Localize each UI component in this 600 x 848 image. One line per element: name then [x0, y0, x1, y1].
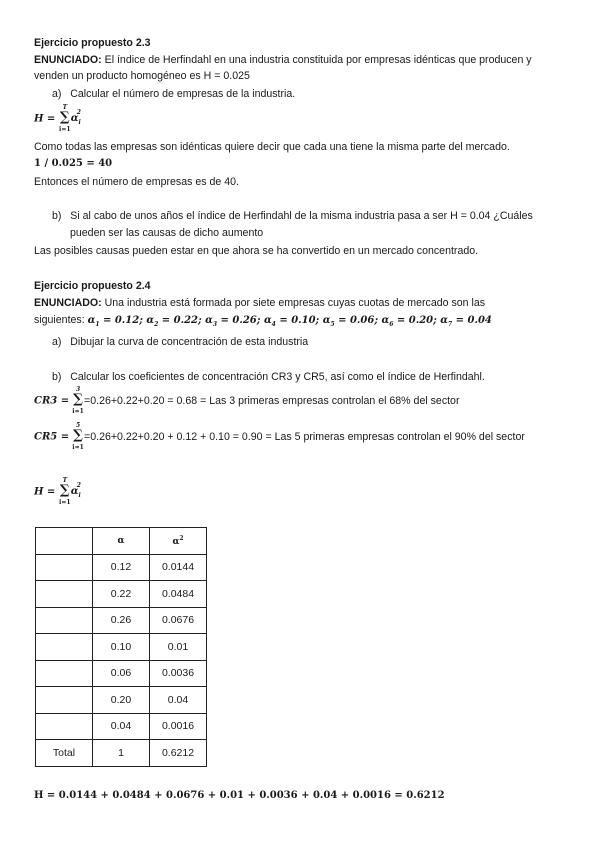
alpha-symbol: α: [172, 536, 180, 547]
table-cell: [36, 660, 93, 687]
ex24-a-text: Dibujar la curva de concentración de esta industria: [70, 336, 309, 348]
ex24-a-marker: a): [52, 336, 62, 348]
ex23-a-marker: a): [52, 88, 62, 100]
separator: ;: [256, 315, 264, 326]
ex24-enunciado: [34, 296, 485, 310]
ex23-paragraph-3: Las posibles causas pueden estar en que ahora se ha convertido en un mercado concentrado.: [34, 245, 479, 257]
table-cell: 0.26: [93, 607, 150, 634]
ex24-enunciado-label: ENUNCIADO:: [34, 297, 102, 309]
ex23-enunciado-line1: El índice de Herfindahl en una industria constituida por empresas idénticas que producen y: [101, 54, 532, 66]
alpha-sub: i: [78, 492, 81, 500]
share-value: 0.20: [408, 315, 434, 326]
ex23-title: Ejercicio propuesto 2.3: [34, 37, 151, 49]
table-row: [36, 660, 207, 687]
market-shares-list: [88, 315, 492, 326]
market-share-item: [264, 315, 323, 326]
table-cell: 0.01: [150, 634, 207, 661]
sum-top: T: [62, 104, 68, 111]
table-row: [36, 607, 207, 634]
table-row: [36, 581, 207, 608]
sigma-icon: ∑: [59, 483, 70, 498]
alpha-symbol: α: [440, 315, 448, 326]
cr5-sum-top: 5: [75, 422, 81, 429]
cr3-rhs: =0.26+0.22+0.20 = 0.68 = Las 3 primeras empresas controlan el 68% del sector: [84, 395, 460, 407]
share-value: 0.12: [114, 315, 140, 326]
table-cell: 0.06: [93, 660, 150, 687]
ex24-h-lhs: H =: [34, 486, 56, 498]
alpha-symbol: α: [87, 315, 96, 326]
cr5-formula: [34, 422, 525, 452]
market-share-item: [440, 315, 492, 326]
alpha-symbol: α: [70, 113, 79, 125]
equals-sign: =: [334, 315, 350, 326]
ex24-enunciado-line1: Una industria está formada por siete empresas cuyas cuotas de mercado son las: [101, 297, 486, 309]
table-cell: 1: [93, 740, 150, 767]
ex23-b-line2: pueden ser las causas de dicho aumento: [70, 227, 264, 239]
share-index: 3: [212, 321, 218, 328]
table-row: [36, 687, 207, 714]
alpha-symbol: α: [263, 315, 272, 326]
table-cell: [36, 607, 93, 634]
table-header-cell: [150, 528, 207, 555]
table-cell: 0.12: [93, 554, 150, 581]
separator: ;: [139, 315, 147, 326]
cr5-sum: [72, 422, 84, 452]
ex23-a-text: Calcular el número de empresas de la industria.: [70, 88, 296, 100]
table-cell: 0.6212: [150, 740, 207, 767]
share-value: 0.26: [232, 315, 257, 326]
share-index: 4: [271, 321, 276, 328]
alpha-symbol: α: [322, 315, 331, 326]
table-cell: [36, 554, 93, 581]
ex23-calculation: 1 / 0.025 = 40: [34, 158, 113, 169]
share-value: 0.10: [291, 315, 316, 326]
ex24-title: Ejercicio propuesto 2.4: [34, 280, 151, 292]
table-header-cell: α: [93, 528, 150, 555]
table-header-row: [36, 528, 207, 555]
share-value: 0.22: [173, 315, 198, 326]
ex23-item-b: [52, 209, 533, 223]
cr3-sum-top: 3: [75, 386, 81, 393]
ex24-item-b: [52, 370, 485, 384]
table-cell: 0.04: [93, 713, 150, 740]
share-index: 6: [389, 321, 394, 328]
ex24-shares-line: [34, 313, 492, 332]
cr3-sum: [72, 386, 84, 416]
final-h-calculation: H = 0.0144 + 0.0484 + 0.0676 + 0.01 + 0.0036 + 0.04 + 0.0016 = 0.6212: [34, 790, 445, 801]
ex23-enunciado: [34, 53, 532, 67]
alpha-sup: 2: [179, 534, 184, 542]
share-index: 1: [95, 321, 100, 328]
share-value: 0.04: [467, 315, 492, 326]
table-cell: 0.0676: [150, 607, 207, 634]
alpha-symbol: α: [70, 486, 79, 498]
alpha-symbol: α: [146, 315, 155, 326]
equals-sign: =: [217, 315, 233, 326]
equals-sign: =: [99, 315, 115, 326]
separator: ;: [374, 315, 382, 326]
table-row: [36, 740, 207, 767]
table-cell: 0.0484: [150, 581, 207, 608]
cr5-rhs: =0.26+0.22+0.20 + 0.12 + 0.10 = 0.90 = Las 5 primeras empresas controlan el 90% del sector: [84, 431, 525, 443]
ex24-b-marker: b): [52, 371, 62, 383]
market-share-item: [205, 315, 264, 326]
sum-bottom: i=1: [59, 126, 71, 133]
separator: ;: [197, 315, 206, 326]
h-sum-bottom: i=1: [59, 499, 71, 506]
alpha-symbol: α: [381, 315, 390, 326]
equals-sign: =: [452, 315, 468, 326]
alpha-symbol: α: [205, 315, 213, 326]
cr5-lhs: CR5 =: [34, 431, 70, 443]
table-cell: [36, 634, 93, 661]
sigma-icon: ∑: [59, 110, 70, 125]
ex24-item-a: [52, 335, 308, 349]
ex23-paragraph-2: Entonces el número de empresas es de 40.: [34, 176, 239, 188]
table-cell: Total: [36, 740, 93, 767]
table-header-cell: [36, 528, 93, 555]
market-share-item: [146, 315, 205, 326]
equals-sign: =: [393, 315, 409, 326]
h-sum-top: T: [62, 477, 68, 484]
share-index: 2: [154, 321, 159, 328]
sigma-icon: ∑: [73, 428, 83, 443]
table-cell: 0.04: [150, 687, 207, 714]
table-cell: 0.0016: [150, 713, 207, 740]
h-sum: [59, 477, 71, 507]
alpha-sup: 2: [76, 108, 81, 116]
cr3-formula: [34, 386, 459, 416]
share-value: 0.06: [349, 315, 375, 326]
equals-sign: =: [158, 315, 174, 326]
ex24-b-text: Calcular los coeficientes de concentración CR3 y CR5, así como el índice de Herfindahl.: [70, 371, 485, 383]
table-row: [36, 634, 207, 661]
ex23-b-line1: Si al cabo de unos años el índice de Herfindahl de la misma industria pasa a ser H = 0.04 ¿Cuáles: [70, 210, 533, 222]
sigma-icon: ∑: [73, 392, 83, 407]
market-share-item: [88, 315, 147, 326]
alpha-sub: i: [78, 119, 81, 127]
ex23-h-formula: [34, 104, 85, 134]
table-cell: 0.22: [93, 581, 150, 608]
table-cell: 0.0144: [150, 554, 207, 581]
alpha-sup: 2: [76, 481, 81, 489]
table-cell: 0.0036: [150, 660, 207, 687]
share-index: 7: [448, 321, 453, 328]
ex24-h-formula: [34, 477, 85, 507]
table-row: [36, 713, 207, 740]
cr5-sum-bottom: i=1: [72, 444, 84, 451]
ex23-h-lhs: H =: [34, 113, 56, 125]
ex23-paragraph-1: Como todas las empresas son idénticas quiere decir que cada una tiene la misma parte del mercado.: [34, 141, 510, 153]
table-cell: [36, 713, 93, 740]
separator: ;: [315, 315, 323, 326]
cr3-sum-bottom: i=1: [72, 408, 84, 415]
share-index: 5: [330, 321, 335, 328]
table-cell: [36, 581, 93, 608]
ex23-enunciado-label: ENUNCIADO:: [34, 54, 102, 66]
ex24-enunciado-line2: siguientes:: [34, 314, 85, 326]
ex23-enunciado-line2: venden un producto homogéneo es H = 0.025: [34, 70, 250, 82]
table-cell: 0.20: [93, 687, 150, 714]
market-share-item: [323, 315, 382, 326]
ex23-item-a: [52, 87, 295, 101]
cr3-lhs: CR3 =: [34, 395, 70, 407]
table-row: [36, 554, 207, 581]
sum-symbol: [59, 104, 71, 134]
market-share-item: [382, 315, 441, 326]
equals-sign: =: [275, 315, 292, 326]
table-cell: [36, 687, 93, 714]
separator: ;: [433, 315, 441, 326]
ex23-b-marker: b): [52, 210, 62, 222]
herfindahl-table: [35, 527, 207, 767]
table-cell: 0.10: [93, 634, 150, 661]
